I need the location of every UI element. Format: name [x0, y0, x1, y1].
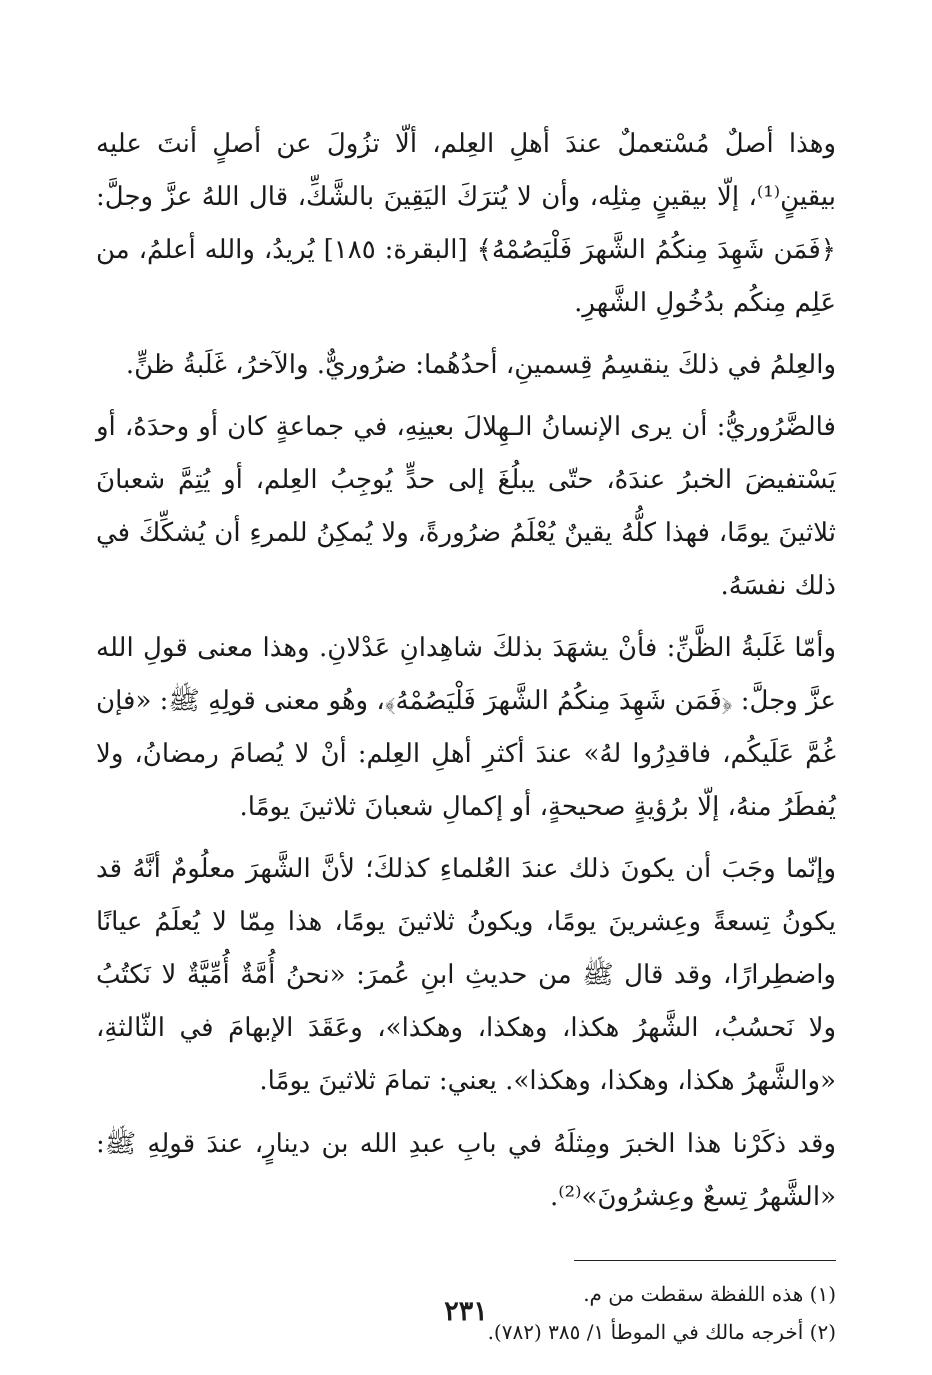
paragraph-6: وقد ذكَرْنا هذا الخبرَ ومِثلَهُ في بابِ عبدِ الله بن دينارٍ، عندَ قولِهِ ﷺ: «الشَّهرُ تِسعٌ وعِشرُونَ»⁽²⁾.	[96, 1129, 836, 1212]
paragraph-1: وهذا أصلٌ مُسْتعملٌ عندَ أهلِ العِلم، ألّا تزُولَ عن أصلٍ أنتَ عليه بيقينٍ⁽¹⁾، إلّا بيقينٍ مِثلِه، وأن لا يُترَكَ اليَقِينَ بالشَّكِّ، قال اللهُ عزَّ وجلَّ: ﴿فَمَن شَهِدَ مِنكُمُ الشَّهرَ فَلْيَصُمْهُ﴾ [البقرة: ١٨٥] يُريدُ، والله أعلمُ، من عَلِم مِنكُم بدُخُولِ الشَّهرِ.	[96, 129, 836, 318]
paragraph-3: فالضَّرُوريُّ: أن يرى الإنسانُ الـهِلالَ بعينِهِ، في جماعةٍ كان أو وحدَهُ، أو يَسْتفيضَ الخبرُ عندَهُ، حتّى يبلُغَ إلى حدٍّ يُوجِبُ العِلم، أو يُتِمَّ شعبانَ ثلاثينَ يومًا، فهذا كلُّهُ يقينٌ يُعْلَمُ ضرُورةً، ولا يُمكِنُ للمرءِ أن يُشكِّكَ في ذلك نفسَهُ.	[96, 412, 836, 601]
main-text	[96, 118, 836, 1224]
paragraph-4: وأمّا غَلَبةُ الظَّنِّ: فأنْ يشهَدَ بذلكَ شاهِدانِ عَدْلانِ. وهذا معنى قولِ الله عزَّ وجلَّ: ﴿فَمَن شَهِدَ مِنكُمُ الشَّهرَ فَلْيَصُمْهُ﴾، وهُو معنى قولِهِ ﷺ: «فإن غُمَّ عَلَيكُم، فاقدِرُوا لهُ» عندَ أكثرِ أهلِ العِلم: أنْ لا يُصامَ رمضانُ، ولا يُفطَرُ منهُ، إلّا برُؤيةٍ صحيحةٍ، أو إكمالِ شعبانَ ثلاثينَ يومًا.	[96, 633, 836, 822]
paragraph-2: والعِلمُ في ذلكَ ينقسِمُ قِسمينِ، أحدُهُما: ضرُوريٌّ. والآخرُ، غَلَبةُ ظنٍّ.	[125, 350, 836, 380]
footnote-2: (٢) أخرجه مالك في الموطأ ١/ ٣٨٥ (٧٨٢).	[487, 1320, 836, 1344]
footnote-1: (١) هذه اللفظة سقطت من م.	[583, 1282, 836, 1306]
paragraph-5: وإنّما وجَبَ أن يكونَ ذلك عندَ العُلماءِ كذلكَ؛ لأنَّ الشَّهرَ معلُومٌ أنَّهُ قد يكونُ تِسعةً وعِشرينَ يومًا، ويكونُ ثلاثينَ يومًا، هذا مِمّا لا يُعلَمُ عيانًا واضطِرارًا، وقد قال ﷺ من حديثِ ابنِ عُمرَ: «نحنُ أُمَّةٌ أُمِّيَّةٌ لا نَكتُبُ ولا نَحسُبُ، الشَّهرُ هكذا، وهكذا، وهكذا»، وعَقَدَ الإبهامَ في الثّالثةِ، «والشَّهرُ هكذا، وهكذا، وهكذا». يعني: تمامَ ثلاثينَ يومًا.	[96, 854, 836, 1096]
page-number: ٢٣١	[444, 1296, 488, 1327]
footnote-divider	[574, 1260, 836, 1261]
